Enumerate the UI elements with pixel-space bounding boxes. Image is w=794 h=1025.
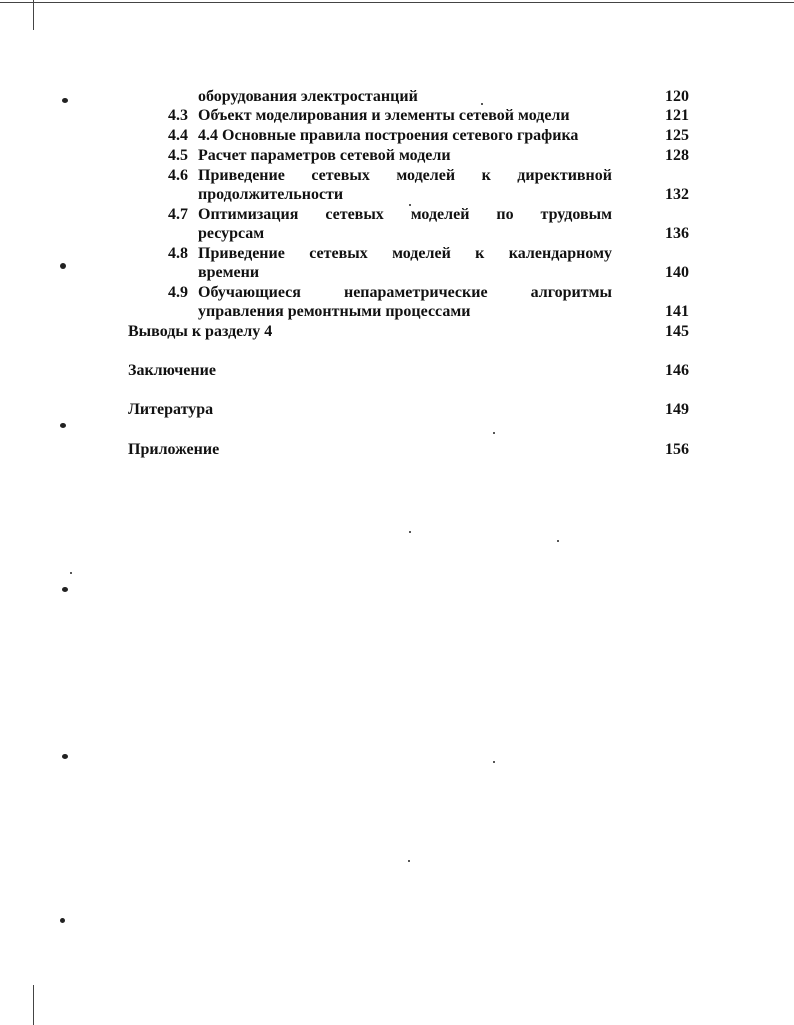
toc-entry-page: 140: [665, 264, 689, 281]
speck: [70, 572, 72, 574]
speck: [481, 103, 483, 105]
toc-entry-title-cont: времени: [198, 264, 260, 281]
toc-section-page: 156: [665, 441, 689, 458]
toc-section-title: Выводы к разделу 4: [128, 323, 273, 340]
toc-entry-page: 141: [665, 303, 689, 320]
speck: [409, 204, 411, 206]
scan-top-edge: [0, 2, 794, 3]
scan-left-edge: [33, 0, 34, 30]
speck: [493, 432, 495, 434]
toc-entry-number: 4.6: [168, 167, 188, 184]
scan-left-edge-bottom: [33, 985, 34, 1025]
toc-entry-number: 4.5: [168, 147, 188, 164]
binding-hole-mark: [62, 587, 68, 592]
toc-entry-title: Оптимизация сетевых моделей по трудовым: [198, 206, 612, 223]
binding-hole-mark: [60, 423, 66, 428]
binding-hole-mark: [62, 754, 68, 759]
toc-entry-title-cont: ресурсам: [198, 225, 265, 242]
speck: [409, 531, 411, 533]
toc-entry-title: 4.4 Основные правила построения сетевого графика: [198, 127, 579, 144]
speck: [493, 761, 495, 763]
binding-hole-mark: [62, 98, 68, 103]
toc-entry-number: 4.9: [168, 284, 188, 301]
toc-section-title: Литература: [128, 401, 214, 418]
toc-entry-page: 128: [665, 147, 689, 164]
toc-entry-title: Приведение сетевых моделей к директивной: [198, 167, 612, 184]
toc-section-page: 149: [665, 401, 689, 418]
toc-entry-number: 4.8: [168, 245, 188, 262]
toc-entry-page: 125: [665, 127, 689, 144]
toc-entry-page: 132: [665, 186, 689, 203]
toc-entry-title: оборудования электростанций: [198, 88, 418, 105]
binding-hole-mark: [60, 263, 66, 269]
toc-section-page: 146: [665, 362, 689, 379]
toc-entry-title: Объект моделирования и элементы сетевой модели: [198, 107, 570, 124]
toc-entry-title-cont: управления ремонтными процессами: [198, 303, 471, 320]
toc-section-page: 145: [665, 323, 689, 340]
toc-entry-title: Обучающиеся непараметрические алгоритмы: [198, 284, 612, 301]
toc-entry-number: 4.4: [168, 127, 188, 144]
toc-entry-page: 120: [665, 88, 689, 105]
toc-entry-title: Приведение сетевых моделей к календарному: [198, 245, 612, 262]
toc-entry-title: Расчет параметров сетевой модели: [198, 147, 451, 164]
toc-entry-page: 136: [665, 225, 689, 242]
toc-section-title: Заключение: [128, 362, 216, 379]
speck: [557, 540, 559, 542]
toc-entry-title-cont: продолжительности: [198, 186, 344, 203]
toc-entry-number: 4.3: [168, 107, 188, 124]
toc-entry-page: 121: [665, 107, 689, 124]
binding-hole-mark: [60, 918, 65, 923]
speck: [408, 860, 410, 862]
toc-entry-number: 4.7: [168, 206, 188, 223]
toc-section-title: Приложение: [128, 441, 220, 458]
